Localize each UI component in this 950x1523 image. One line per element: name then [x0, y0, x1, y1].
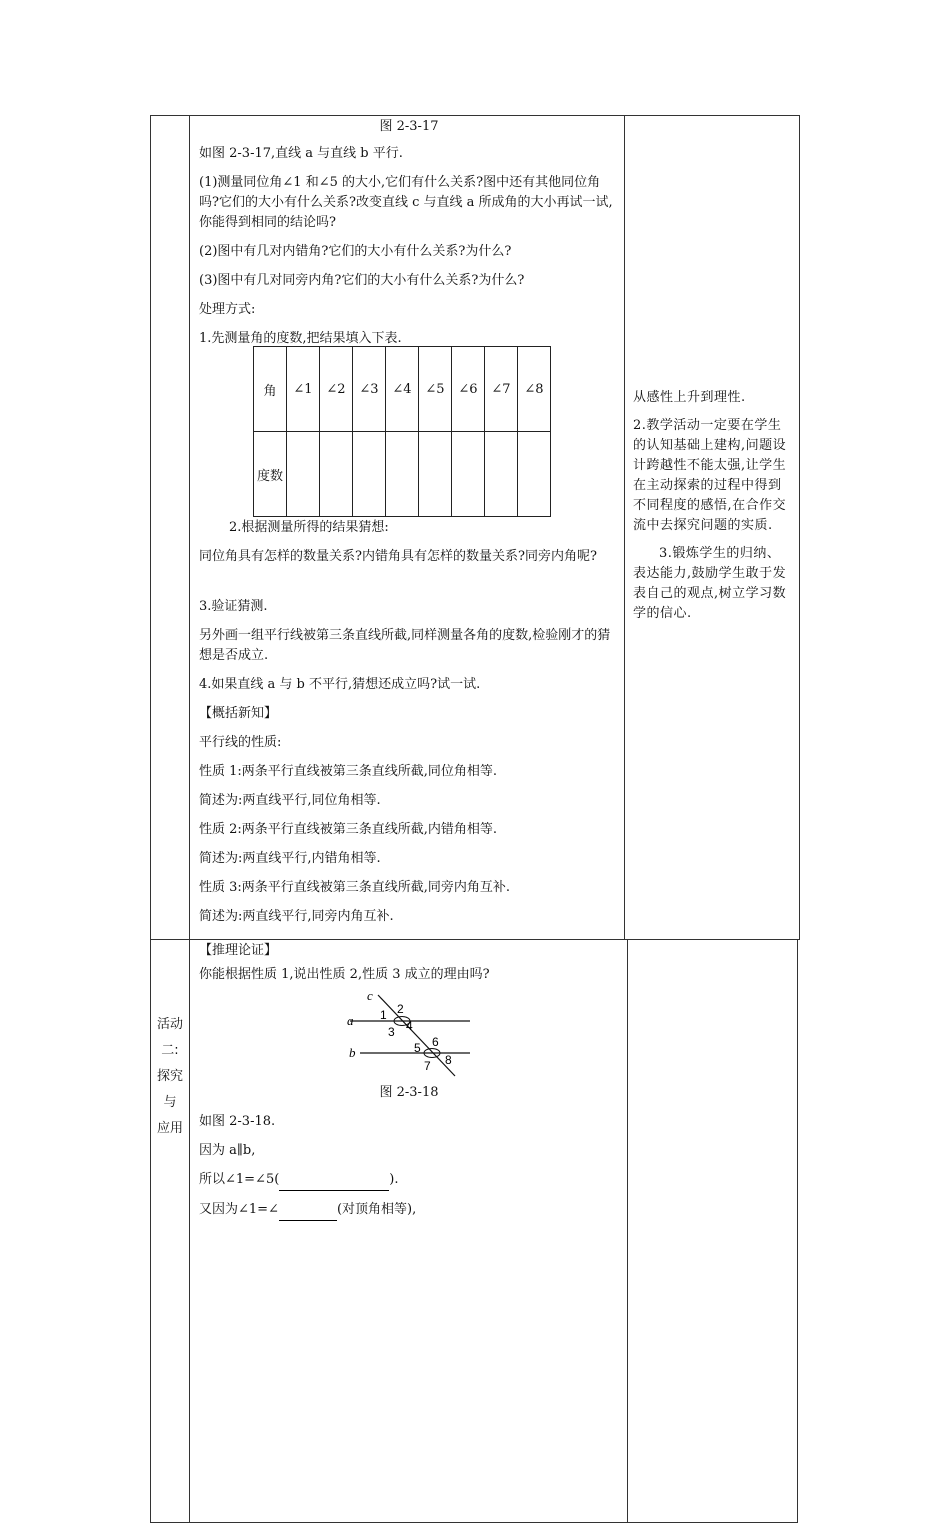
summary-line: 简述为:两直线平行,同旁内角互补. [199, 909, 394, 924]
column-divider-2-upper [624, 115, 625, 940]
proof-line-3-end: ). [389, 1172, 399, 1187]
answer-blank-angle[interactable] [279, 1200, 337, 1221]
summary-line: 性质 2:两条平行直线被第三条直线所截,内错角相等. [199, 822, 498, 837]
note-1: 从感性上升到理性. [633, 390, 746, 405]
activity-label-line: 二: [161, 1043, 179, 1058]
degree-cell [320, 432, 353, 517]
method-step-3: 3.验证猜测. [199, 599, 268, 614]
method-heading: 处理方式: [199, 302, 256, 317]
figure-line-label-c: c [367, 990, 373, 1003]
column-divider-2-lower [627, 939, 628, 1523]
table-row-degrees [254, 432, 551, 517]
row-divider [150, 939, 800, 940]
proof-line-2: 因为 a∥b, [199, 1143, 256, 1158]
row-label-angle: 角 [254, 347, 287, 432]
proof-line-1: 如图 2-3-18. [199, 1114, 276, 1129]
teaching-notes-cell [633, 388, 793, 632]
figure-line-label-a: a [347, 1013, 354, 1028]
activity-label-line: 应用 [156, 1121, 183, 1136]
angle-header: ∠6 [452, 347, 485, 432]
reasoning-heading: 【推理论证】 [199, 943, 278, 958]
proof-line-4 [199, 1200, 619, 1221]
figure-angle-label: 3 [388, 1025, 395, 1039]
degree-cell [386, 432, 419, 517]
method-step-2: 2.根据测量所得的结果猜想: [229, 520, 389, 535]
activity-label-line: 与 [163, 1095, 177, 1110]
figure-angle-label: 5 [414, 1041, 421, 1055]
figure-caption-2-3-18: 图 2-3-18 [379, 1085, 439, 1100]
main-content-cell [199, 118, 619, 358]
figure-angle-label: 7 [424, 1059, 431, 1073]
main-content-cell-continued [199, 518, 619, 936]
method-step-4: 4.如果直线 a 与 b 不平行,猜想还成立吗?试一试. [199, 677, 481, 692]
figure-angle-label: 8 [445, 1053, 452, 1067]
degree-cell [485, 432, 518, 517]
intro-text: 如图 2-3-17,直线 a 与直线 b 平行. [199, 146, 403, 161]
figure-2-3-18 [340, 990, 480, 1080]
figure-angle-label: 1 [380, 1008, 387, 1022]
row-label-degree: 度数 [254, 432, 287, 517]
reasoning-question: 你能根据性质 1,说出性质 2,性质 3 成立的理由吗? [199, 967, 490, 982]
degree-cell [452, 432, 485, 517]
angle-measurement-table [253, 346, 551, 517]
summary-line: 性质 3:两条平行直线被第三条直线所截,同旁内角互补. [199, 880, 511, 895]
table-top-border [150, 115, 800, 116]
note-3: 3.锻炼学生的归纳、表达能力,鼓励学生敢于发表自己的观点,树立学习数学的信心. [633, 546, 787, 621]
table-row-angles [254, 347, 551, 432]
angle-header: ∠1 [287, 347, 320, 432]
figure-caption-2-3-17: 图 2-3-17 [379, 119, 439, 134]
activity-2-label [151, 1012, 189, 1142]
degree-cell [518, 432, 551, 517]
summary-line: 简述为:两直线平行,同位角相等. [199, 793, 381, 808]
figure-line-label-b: b [349, 1045, 356, 1060]
proof-line-4-end: (对顶角相等), [336, 1202, 417, 1217]
table-right-border-upper [799, 115, 800, 940]
angle-header: ∠4 [386, 347, 419, 432]
proof-section [199, 1084, 619, 1230]
figure-angle-label: 2 [397, 1002, 404, 1016]
method-step-3-text: 另外画一组平行线被第三条直线所截,同样测量各角的度数,检验刚才的猜想是否成立. [199, 628, 611, 663]
degree-cell [419, 432, 452, 517]
degree-cell [287, 432, 320, 517]
table-left-border [150, 115, 151, 1523]
angle-header: ∠7 [485, 347, 518, 432]
question-1: (1)测量同位角∠1 和∠5 的大小,它们有什么关系?图中还有其他同位角吗?它们的大小有什么关系?改变直线 c 与直线 a 所成角的大小再试一试,你能得到相同的结论吗? [199, 175, 613, 230]
angle-header: ∠3 [353, 347, 386, 432]
activity-label-line: 活动 [156, 1017, 183, 1032]
table-right-border-lower [797, 939, 798, 1523]
angle-header: ∠8 [518, 347, 551, 432]
activity-2-content [199, 941, 619, 994]
degree-cell [353, 432, 386, 517]
question-2: (2)图中有几对内错角?它们的大小有什么关系?为什么? [199, 244, 512, 259]
angle-header: ∠2 [320, 347, 353, 432]
proof-line-4-start: 又因为∠1=∠ [199, 1202, 279, 1217]
angle-header: ∠5 [419, 347, 452, 432]
proof-line-3-start: 所以∠1=∠5( [199, 1172, 280, 1187]
activity-label-line: 探究 [156, 1069, 183, 1084]
method-step-2-text: 同位角具有怎样的数量关系?内错角具有怎样的数量关系?同旁内角呢? [199, 549, 597, 564]
summary-line: 平行线的性质: [199, 735, 282, 750]
figure-angle-label: 4 [406, 1019, 413, 1033]
method-step-1: 1.先测量角的度数,把结果填入下表. [199, 331, 402, 346]
column-divider-1 [189, 115, 190, 1523]
proof-line-3 [199, 1170, 619, 1191]
figure-angle-label: 6 [432, 1035, 439, 1049]
note-2: 2.教学活动一定要在学生的认知基础上建构,问题设计跨越性不能太强,让学生在主动探索的过程中得到不同程度的感悟,在合作交流中去探究问题的实质. [633, 418, 787, 533]
question-3: (3)图中有几对同旁内角?它们的大小有什么关系?为什么? [199, 273, 525, 288]
answer-blank-reason[interactable] [279, 1170, 389, 1191]
summary-line: 简述为:两直线平行,内错角相等. [199, 851, 381, 866]
summary-heading: 【概括新知】 [199, 706, 278, 721]
summary-line: 性质 1:两条平行直线被第三条直线所截,同位角相等. [199, 764, 498, 779]
